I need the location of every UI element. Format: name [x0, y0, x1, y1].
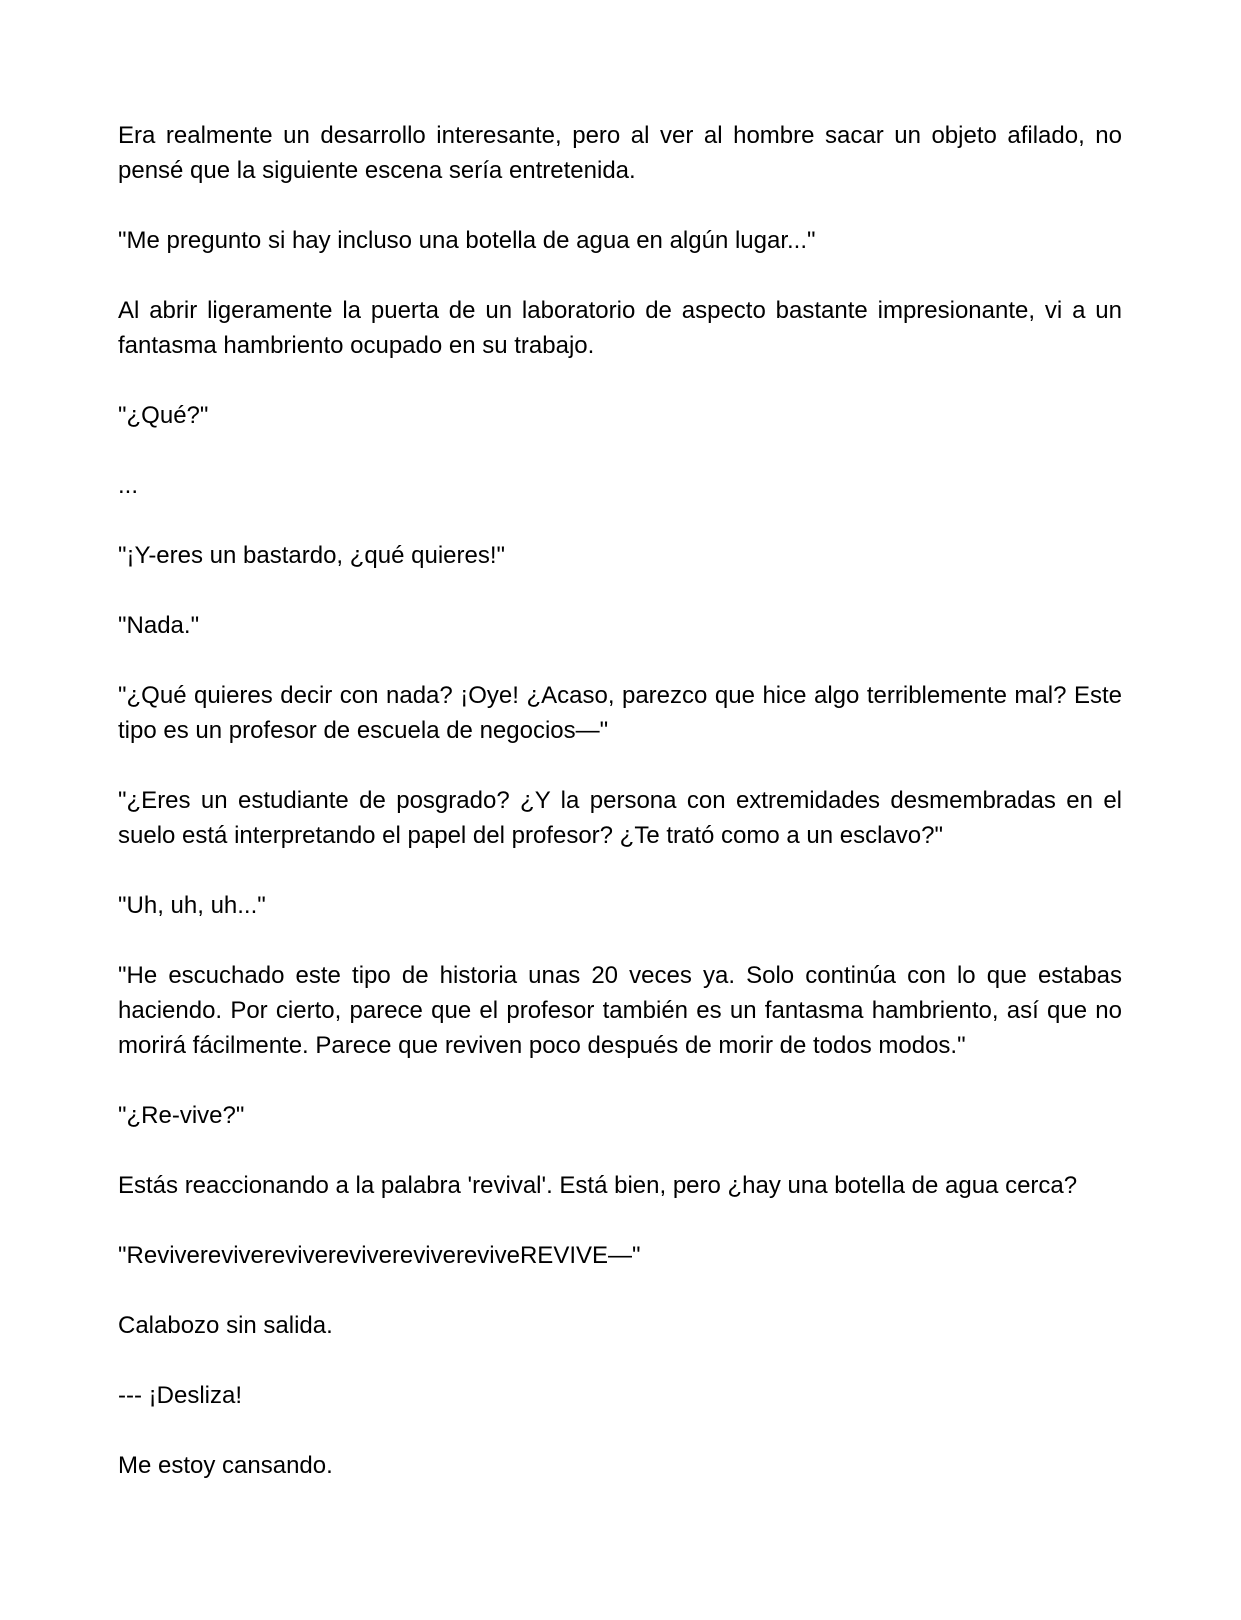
paragraph-1: Era realmente un desarrollo interesante, pero al ver al hombre sacar un objeto afilado, no pensé que la siguiente escena sería entretenida.	[118, 122, 1122, 184]
paragraph-17: Me estoy cansando.	[118, 1452, 333, 1479]
paragraph-14: "RevivereviverevivereviverevivereviveREVIVE—"	[118, 1242, 641, 1269]
paragraph-15: Calabozo sin salida.	[118, 1312, 333, 1339]
paragraph-8: "¿Qué quieres decir con nada? ¡Oye! ¿Acaso, parezco que hice algo terriblemente mal? Este tipo es un profesor de escuela de negocios—"	[118, 682, 1122, 744]
paragraph-3: Al abrir ligeramente la puerta de un laboratorio de aspecto bastante impresionante, vi a un fantasma hambriento ocupado en su trabajo.	[118, 297, 1122, 359]
paragraph-7: "Nada."	[118, 612, 200, 639]
paragraph-10: "Uh, uh, uh..."	[118, 892, 266, 919]
paragraph-16: --- ¡Desliza!	[118, 1382, 242, 1409]
paragraph-9: "¿Eres un estudiante de posgrado? ¿Y la persona con extremidades desmembradas en el suelo está interpretando el papel del profesor? ¿Te trató como a un esclavo?"	[118, 787, 1122, 849]
text-column	[118, 118, 1122, 1483]
paragraph-12: "¿Re-vive?"	[118, 1102, 245, 1129]
paragraph-6: "¡Y-eres un bastardo, ¿qué quieres!"	[118, 542, 506, 569]
paragraph-5: ...	[118, 472, 139, 499]
paragraph-11: "He escuchado este tipo de historia unas 20 veces ya. Solo continúa con lo que estabas haciendo. Por cierto, parece que el profesor también es un fantasma hambriento, así que no morirá fácilmente. Parece que reviven poco después de morir de todos modos."	[118, 962, 1122, 1059]
paragraph-2: "Me pregunto si hay incluso una botella de agua en algún lugar..."	[118, 227, 816, 254]
paragraph-4: "¿Qué?"	[118, 402, 209, 429]
paragraph-13: Estás reaccionando a la palabra 'revival'. Está bien, pero ¿hay una botella de agua cerca?	[118, 1172, 1078, 1199]
